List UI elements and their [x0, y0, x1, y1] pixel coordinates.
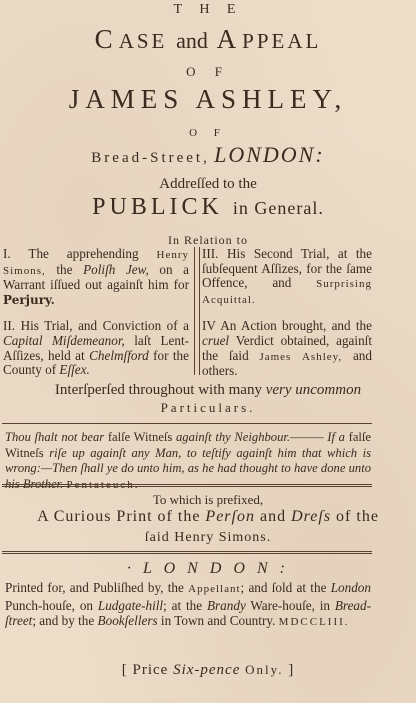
and-word: and: [176, 28, 208, 53]
price-line: [0, 662, 416, 679]
column-divider: [194, 247, 200, 375]
imprint-appellant: Appellant: [188, 583, 241, 595]
item-iv-text3: and others.: [202, 347, 372, 379]
quote-source: Pentateuch.: [66, 478, 140, 491]
item-i-text: The apprehending: [28, 246, 139, 261]
item-i-text2: the: [56, 261, 73, 277]
person-word: Perſon: [205, 508, 255, 525]
imprint-e: Ware-houſe, in: [250, 597, 331, 613]
right-column: [202, 247, 372, 391]
appeal-rest: PPEAL: [242, 29, 322, 53]
case-rest: ASE: [118, 29, 168, 53]
item-iv-james: James Ashley,: [259, 350, 343, 363]
imprint-booksellers: Bookſellers: [97, 613, 158, 628]
item-ii-text2: laſt Lent-Aſſizes, held at: [3, 332, 190, 363]
heading-of-2: O F: [189, 127, 227, 139]
item-iv-cruel: cruel: [202, 332, 230, 348]
rule-below-quote: [2, 484, 372, 487]
bread-street: Bread-Street,: [91, 150, 210, 166]
imprint-c: Punch-houſe, on: [5, 597, 94, 613]
addressed-line: Addreſſed to the: [159, 176, 257, 192]
imprint-text: [5, 580, 371, 631]
rule-top-quote: [2, 423, 372, 424]
imprint-g: in Town and Country.: [160, 613, 276, 628]
heading-case-and-appeal: [0, 24, 416, 55]
item-i-number: I.: [3, 246, 11, 261]
case-initial: C: [94, 24, 119, 54]
quote-part-c: falſe Witneſs: [5, 430, 371, 460]
imprint-d: ; at the: [163, 597, 203, 613]
item-iv: [202, 319, 372, 378]
rule-above-imprint: [2, 551, 372, 554]
price-open: [ Price: [121, 662, 169, 678]
london-heading: LONDON:: [214, 142, 325, 167]
curious-print-line: [0, 508, 416, 526]
item-iii-number: III.: [202, 246, 219, 261]
item-ii-capital: Capital Miſdemeanor,: [3, 332, 125, 348]
said-henry-line: ſaid Henry Simons.: [144, 530, 272, 545]
quote-part-d: riſe up againſt any Man, to teſtify againſt him that which is wrong:—Then ſhall ye do unto him, as he had thought to have done unto his Brother.: [5, 445, 372, 491]
item-i-text3: on a Warrant iſſued out againſt him for: [3, 261, 190, 293]
item-ii: [3, 319, 189, 377]
relation-line: In Relation to: [168, 233, 248, 247]
quote-part-a1: falſe Witneſs: [107, 430, 173, 444]
item-i: [3, 247, 189, 307]
heading-name: JAMES ASHLEY,: [68, 84, 348, 114]
particulars-line: Particulars.: [160, 400, 256, 415]
item-i-perjury: Perjury.: [3, 292, 55, 307]
general-word: General.: [254, 198, 324, 218]
price-sixpence: Six-pence: [173, 662, 241, 678]
heading-address: [0, 142, 416, 168]
appeal-initial: A: [216, 24, 243, 54]
imprint-london: London: [330, 580, 371, 595]
quote-part-a: Thou ſhalt not bear: [5, 430, 105, 444]
item-i-polish-jew: Poliſh Jew,: [83, 261, 149, 277]
imprint-bread: Bread-ſtreet: [5, 597, 372, 628]
heading-of: O F: [186, 64, 230, 79]
imprint-b: ; and ſold at the: [240, 580, 327, 595]
item-i-henry: Henry Simons,: [3, 249, 190, 277]
very-uncommon: very uncommon: [265, 382, 362, 398]
item-ii-essex: Eſſex.: [59, 362, 90, 378]
item-ii-text3: for the County of: [3, 347, 189, 378]
item-ii-chelmsford: Chelmſford: [89, 347, 149, 363]
publick-line: [0, 194, 416, 221]
price-only: Only.: [245, 662, 284, 677]
item-ii-text: His Trial, and Conviction of a: [20, 318, 190, 334]
item-iv-text2: Verdict obtained, againſt the ſaid: [202, 332, 372, 363]
item-iv-number: IV: [202, 318, 216, 334]
prefixed-line: To which is prefixed,: [152, 492, 264, 507]
imprint-brandy: Brandy: [206, 597, 246, 613]
item-iii: [202, 247, 372, 307]
quote-part-b: againſt thy Neighbour.——— If a: [176, 430, 345, 444]
in-word: in: [232, 198, 255, 218]
item-iii-surprising: Surprising Acquittal.: [202, 278, 372, 306]
imprint-year: MDCCLIII.: [278, 616, 350, 628]
item-ii-number: II.: [3, 318, 16, 334]
interspersed-text: Interſperſed throughout with many: [54, 382, 262, 398]
imprint-f: ; and by the: [32, 613, 95, 628]
london-imprint: · L O N D O N :: [127, 560, 289, 577]
interspersed-line: [0, 382, 416, 399]
item-iii-text: His Second Trial, at the ſubſequent Aſſizes, for the ſame Offence, and: [202, 246, 373, 291]
and-word-2: and: [259, 508, 287, 525]
publick-word: PUBLICK: [92, 194, 223, 220]
imprint-a: Printed for, and Publiſhed by, the: [5, 580, 184, 595]
left-column: [3, 247, 189, 390]
item-iv-text: An Action brought, and the: [220, 318, 372, 334]
dress-word: Dreſs: [291, 508, 332, 525]
heading-the: T H E: [173, 2, 243, 17]
curious-text: A Curious Print of the: [37, 508, 201, 525]
price-close: ]: [288, 662, 295, 678]
of-the-word: of the: [336, 508, 379, 525]
imprint-ludgate: Ludgate-hill: [97, 597, 164, 613]
